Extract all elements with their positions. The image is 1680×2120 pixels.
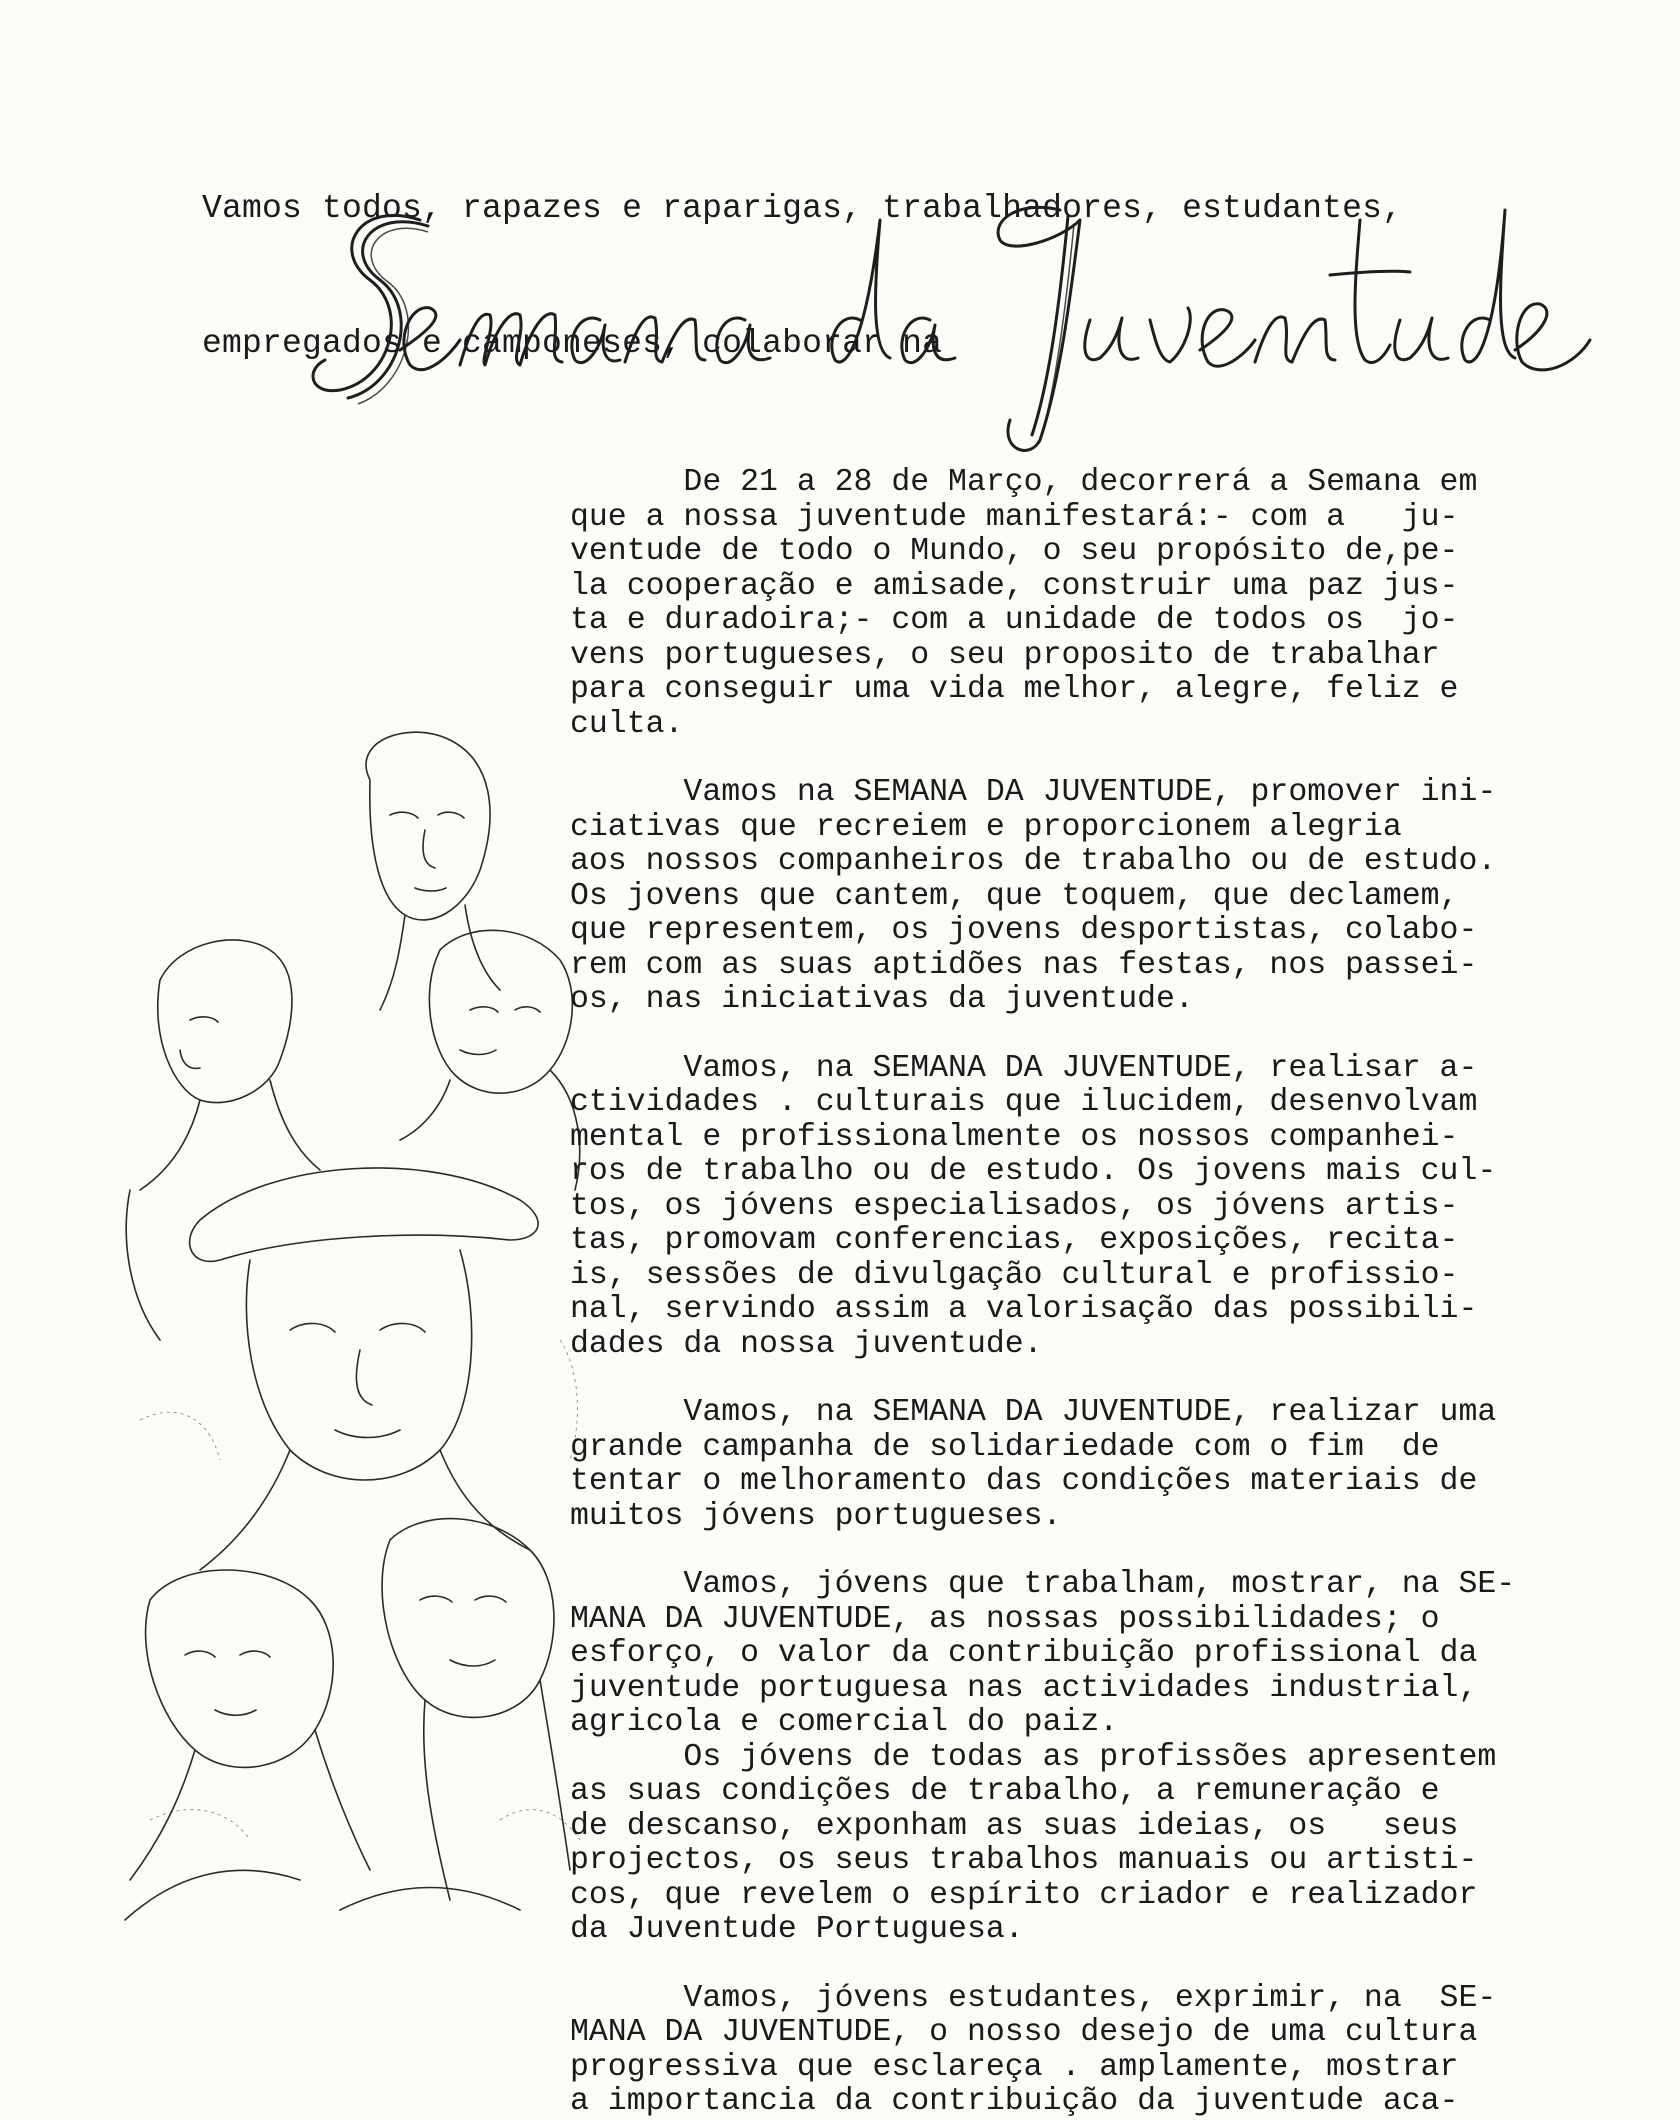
text-line: Vamos, na SEMANA DA JUVENTUDE, realizar uma bbox=[570, 1395, 1497, 1430]
paragraph bbox=[570, 1741, 1580, 1948]
intro-line-1: Vamos todos, rapazes e raparigas, trabalhadores, estudantes, bbox=[202, 190, 1403, 227]
text-line: que a nossa juventude manifestará:- com a ju- bbox=[570, 499, 1459, 535]
text-line: Vamos, jóvens que trabalham, mostrar, na SE- bbox=[570, 1567, 1516, 1602]
text-line: Vamos na SEMANA DA JUVENTUDE, promover ini- bbox=[570, 775, 1497, 810]
text-line: progressiva que esclareça . amplamente, mostrar bbox=[570, 2049, 1459, 2085]
text-line: Os jovens que cantem, que toquem, que declamem, bbox=[570, 878, 1459, 914]
intro-line-2: empregados e camponeses, colaborar na bbox=[202, 325, 943, 362]
text-line: ciativas que recreiem e proporcionem alegria bbox=[570, 809, 1402, 845]
text-line: cos, que revelem o espírito criador e realizador bbox=[570, 1877, 1478, 1913]
text-line: dades da nossa juventude. bbox=[570, 1326, 1043, 1362]
text-line: as suas condições de trabalho, a remuneração e bbox=[570, 1774, 1440, 1809]
text-line: tentar o melhoramento das condições materiais de bbox=[570, 1464, 1478, 1499]
text-line: nal, servindo assim a valorisação das possibili- bbox=[570, 1292, 1478, 1327]
text-line: a importancia da contribuição da juventude aca- bbox=[570, 2084, 1459, 2119]
text-line: Vamos, jóvens estudantes, exprimir, na SE- bbox=[570, 1980, 1497, 2016]
text-line: ctividades . culturais que ilucidem, desenvolvam bbox=[570, 1085, 1478, 1120]
paragraph bbox=[570, 1396, 1580, 1534]
text-line: ventude de todo o Mundo, o seu propósito de,pe- bbox=[570, 534, 1459, 569]
paragraph bbox=[570, 776, 1580, 1018]
text-line: culta. bbox=[570, 706, 684, 742]
body-text bbox=[570, 466, 1580, 2120]
text-line: rem com as suas aptidões nas festas, nos passei- bbox=[570, 947, 1478, 983]
text-line: MANA DA JUVENTUDE, as nossas possibilidades; o bbox=[570, 1601, 1440, 1637]
text-line: mental e profissionalmente os nossos companhei- bbox=[570, 1119, 1459, 1155]
text-line: esforço, o valor da contribuição profissional da bbox=[570, 1636, 1478, 1671]
text-line: De 21 a 28 de Março, decorrerá a Semana em bbox=[570, 465, 1478, 500]
text-line: is, sessões de divulgação cultural e profissio- bbox=[570, 1257, 1459, 1293]
text-line: projectos, os seus trabalhos manuais ou artisti- bbox=[570, 1843, 1478, 1878]
text-line: para conseguir uma vida melhor, alegre, feliz e bbox=[570, 672, 1459, 707]
text-line: tos, os jóvens especialisados, os jóvens artis- bbox=[570, 1188, 1459, 1224]
text-line: ros de trabalho ou de estudo. Os jovens mais cul- bbox=[570, 1154, 1497, 1189]
group-of-youth-faces-sketch-icon bbox=[120, 720, 590, 1940]
text-line: la cooperação e amisade, construir uma paz jus- bbox=[570, 568, 1459, 604]
text-line: Os jóvens de todas as profissões apresentem bbox=[570, 1739, 1497, 1775]
text-line: grande campanha de solidariedade com o fim de bbox=[570, 1429, 1440, 1465]
text-line: tas, promovam conferencias, exposições, recita- bbox=[570, 1223, 1459, 1258]
text-line: ta e duradoira;- com a unidade de todos os jo- bbox=[570, 603, 1459, 638]
title-calligraphy bbox=[300, 180, 1600, 460]
text-line: MANA DA JUVENTUDE, o nosso desejo de uma cultura bbox=[570, 2015, 1478, 2050]
text-line: muitos jóvens portugueses. bbox=[570, 1498, 1062, 1534]
text-line: Vamos, na SEMANA DA JUVENTUDE, realisar a- bbox=[570, 1050, 1478, 1086]
text-line: de descanso, exponham as suas ideias, os seus bbox=[570, 1808, 1459, 1844]
text-line: que representem, os jovens desportistas, colabo- bbox=[570, 913, 1478, 948]
text-line: juventude portuguesa nas actividades industrial, bbox=[570, 1670, 1478, 1706]
text-line: vens portugueses, o seu proposito de trabalhar bbox=[570, 637, 1440, 673]
text-line: agricola e comercial do paiz. bbox=[570, 1705, 1119, 1740]
text-line: os, nas iniciativas da juventude. bbox=[570, 982, 1194, 1017]
paragraph bbox=[570, 466, 1580, 742]
text-line: aos nossos companheiros de trabalho ou de estudo. bbox=[570, 844, 1497, 879]
text-line: da Juventude Portuguesa. bbox=[570, 1912, 1024, 1947]
paragraph bbox=[570, 1052, 1580, 1363]
paragraph bbox=[570, 1982, 1580, 2120]
paragraph bbox=[570, 1568, 1580, 1741]
